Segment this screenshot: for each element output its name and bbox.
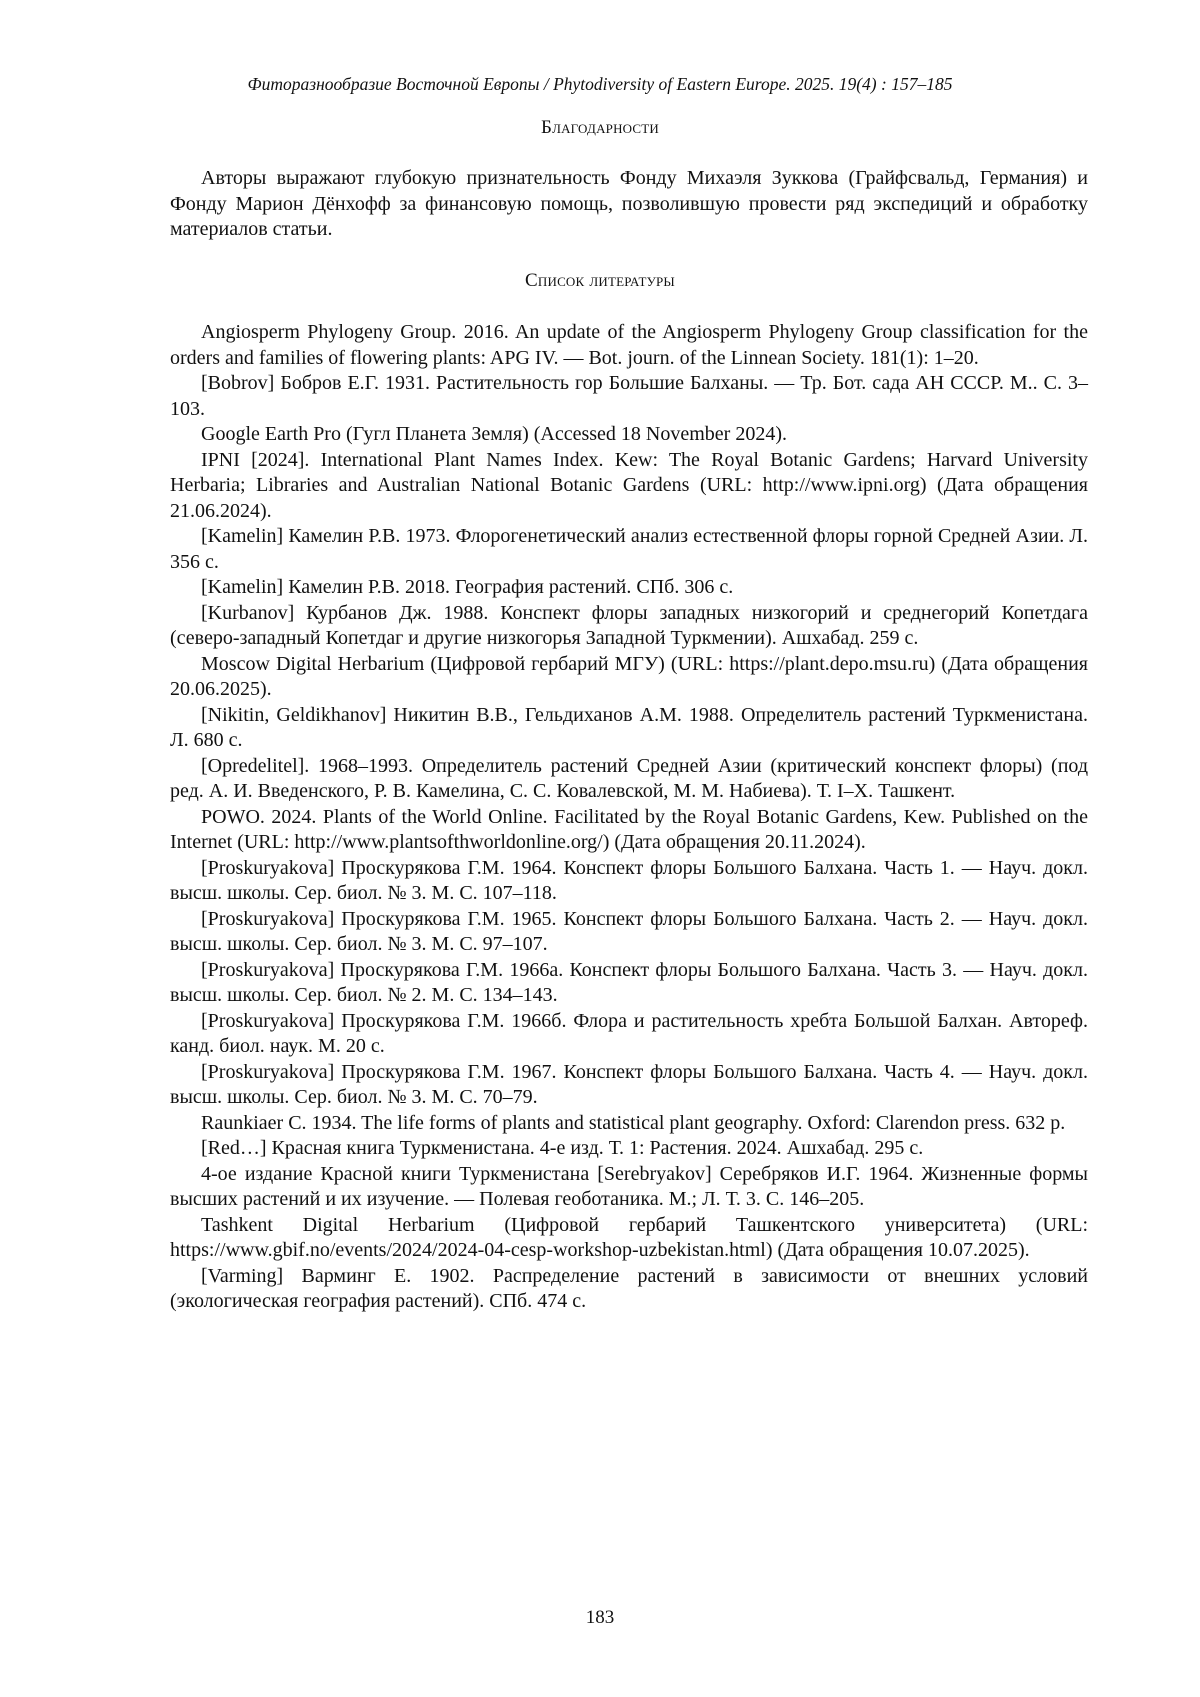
reference-entry: [Red…] Красная книга Туркменистана. 4-е изд. Т. 1: Растения. 2024. Ашхабад. 295 с. [170,1136,1088,1162]
reference-entry: [Proskuryakova] Проскурякова Г.М. 1966а. Конспект флоры Большого Балхана. Часть 3. — Науч. докл. высш. школы. Сер. биол. № 2. М. С. 134–143. [170,958,1088,1009]
page-number: 183 [0,1605,1200,1631]
reference-entry: [Kamelin] Камелин Р.В. 2018. География растений. СПб. 306 с. [170,575,1088,601]
running-header: Фиторазнообразие Восточной Европы / Phytodiversity of Eastern Europe. 2025. 19(4) : 157–185 [0,72,1200,98]
acknowledgements-heading: Благодарности [0,115,1200,141]
reference-entry: Raunkiaer C. 1934. The life forms of plants and statistical plant geography. Oxford: Clarendon press. 632 p. [170,1111,1088,1137]
reference-entry: [Proskuryakova] Проскурякова Г.М. 1965. Конспект флоры Большого Балхана. Часть 2. — Науч. докл. высш. школы. Сер. биол. № 3. М. С. 97–107. [170,907,1088,958]
reference-entry: Angiosperm Phylogeny Group. 2016. An update of the Angiosperm Phylogeny Group classification for the orders and families of flowering plants: APG IV. — Bot. journ. of the Linnean Society. 181(1): 1–20. [170,320,1088,371]
references-heading: Список литературы [0,268,1200,294]
reference-entry: Tashkent Digital Herbarium (Цифровой гербарий Ташкентского университета) (URL: https://www.gbif.no/events/2024/2024-04-cesp-workshop-uzbekistan.html) (Дата обращения 10.07.2025). [170,1213,1088,1264]
reference-entry: [Proskuryakova] Проскурякова Г.М. 1964. Конспект флоры Большого Балхана. Часть 1. — Науч. докл. высш. школы. Сер. биол. № 3. М. С. 107–118. [170,856,1088,907]
reference-entry: [Varming] Варминг Е. 1902. Распределение растений в зависимости от внешних условий (экологическая география растений). СПб. 474 с. [170,1264,1088,1315]
reference-entry: Moscow Digital Herbarium (Цифровой гербарий МГУ) (URL: https://plant.depo.msu.ru) (Дата обращения 20.06.2025). [170,652,1088,703]
reference-entry: 4-ое издание Красной книги Туркменистана [Serebryakov] Серебряков И.Г. 1964. Жизненные формы высших растений и их изучение. — Полевая геоботаника. М.; Л. Т. 3. С. 146–205. [170,1162,1088,1213]
reference-entry: [Bobrov] Бобров Е.Г. 1931. Растительность гор Большие Балханы. — Тр. Бот. сада АН СССР. М.. С. 3–103. [170,371,1088,422]
reference-entry: [Proskuryakova] Проскурякова Г.М. 1967. Конспект флоры Большого Балхана. Часть 4. — Науч. докл. высш. школы. Сер. биол. № 3. М. С. 70–79. [170,1060,1088,1111]
reference-entry: POWO. 2024. Plants of the World Online. Facilitated by the Royal Botanic Gardens, Kew. Published on the Internet (URL: http://www.plantsofthworldonline.org/) (Дата обращения 20.11.2024). [170,805,1088,856]
reference-entry: [Kamelin] Камелин Р.В. 1973. Флорогенетический анализ естественной флоры горной Средней Азии. Л. 356 с. [170,524,1088,575]
reference-entry: [Nikitin, Geldikhanov] Никитин В.В., Гельдиханов А.М. 1988. Определитель растений Туркменистана. Л. 680 с. [170,703,1088,754]
reference-entry: IPNI [2024]. International Plant Names Index. Kew: The Royal Botanic Gardens; Harvard University Herbaria; Libraries and Australian National Botanic Gardens (URL: http://www.ipni.org) (Дата обращения 21.06.2024). [170,448,1088,525]
reference-entry: [Kurbanov] Курбанов Дж. 1988. Конспект флоры западных низкогорий и среднегорий Копетдага (северо-западный Копетдаг и другие низкогорья Западной Туркмении). Ашхабад. 259 с. [170,601,1088,652]
acknowledgements-text: Авторы выражают глубокую признательность Фонду Михаэля Зуккова (Грайфсвальд, Германия) и Фонду Марион Дёнхофф за финансовую помощь, позволившую провести ряд экспедиций и обработку материалов статьи. [170,166,1088,243]
journal-page [0,0,1200,1697]
reference-entry: [Opredelitel]. 1968–1993. Определитель растений Средней Азии (критический конспект флоры) (под ред. А. И. Введенского, Р. В. Камелина, С. С. Ковалевской, М. М. Набиева). Т. I–X. Ташкент. [170,754,1088,805]
reference-entry: [Proskuryakova] Проскурякова Г.М. 1966б. Флора и растительность хребта Большой Балхан. Автореф. канд. биол. наук. М. 20 с. [170,1009,1088,1060]
reference-list [170,320,1088,1315]
reference-entry: Google Earth Pro (Гугл Планета Земля) (Accessed 18 November 2024). [170,422,1088,448]
